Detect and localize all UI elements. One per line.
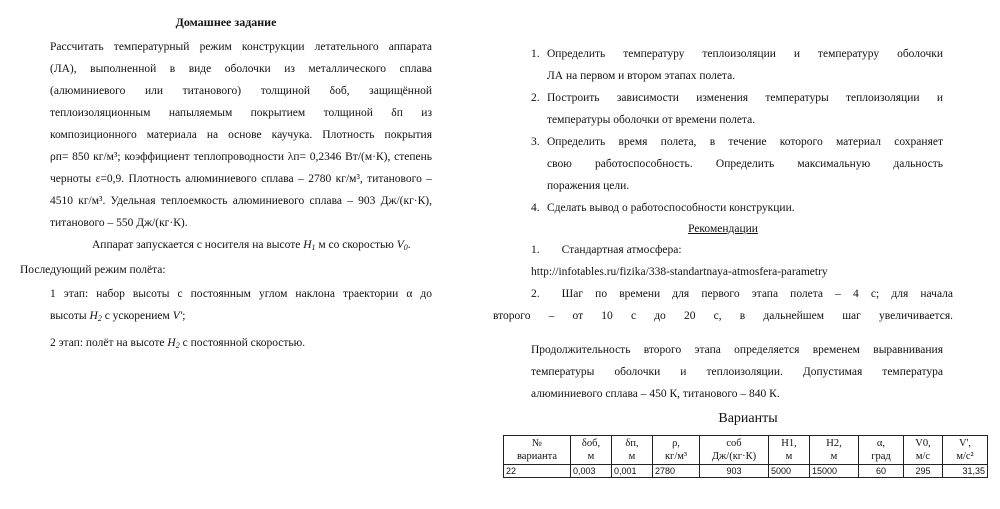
col-acceleration: V', м/с² bbox=[943, 436, 988, 465]
text-fragment: м со скоростью bbox=[318, 239, 394, 251]
recommendations-title: Рекомендации bbox=[688, 223, 758, 235]
table-cell: 295 bbox=[904, 465, 943, 478]
text-line: ρп= 850 кг/м³; коэффициент теплопроводности λп= 0,2346 Вт/(м·К), степень bbox=[50, 151, 432, 163]
task-list bbox=[503, 43, 943, 219]
col-density: ρ, кг/м³ bbox=[653, 436, 700, 465]
atmosphere-link[interactable]: http://infotables.ru/fizika/338-standartnaya-atmosfera-parametry bbox=[531, 266, 828, 278]
flight-mode-label: Последующий режим полёта: bbox=[20, 264, 166, 276]
text-line: 4510 кг/м³. Удельная теплоемкость алюминиевого сплава – 903 Дж/(кг·К), bbox=[50, 195, 432, 207]
list-item: 4. Сделать вывод о работоспособности конструкции. bbox=[531, 202, 795, 214]
recommendation-1: 1. Стандартная атмосфера: bbox=[531, 244, 682, 256]
col-variant: № варианта bbox=[504, 436, 571, 465]
duration-note bbox=[531, 339, 943, 405]
symbol-h1: $H_1$ bbox=[303, 239, 316, 252]
variants-title: Варианты bbox=[718, 411, 778, 426]
symbol-v0: $V_0$ bbox=[396, 239, 408, 252]
col-coating-thickness: δп, м bbox=[612, 436, 653, 465]
list-item: 2. Построить зависимости изменения температуры теплоизоляции и температуры оболочки от времени полета. bbox=[531, 92, 943, 126]
table-cell: 5000 bbox=[769, 465, 810, 478]
table-cell: 60 bbox=[859, 465, 904, 478]
text-line: высоты $H_2$ с ускорением V'; bbox=[50, 310, 186, 323]
stage-1 bbox=[20, 283, 432, 330]
table-header-row bbox=[504, 436, 988, 465]
text-line: Рассчитать температурный режим конструкции летательного аппарата bbox=[50, 41, 432, 53]
text-line: второго – от 10 с до 20 с, в дальнейшем шаг увеличивается. bbox=[493, 310, 953, 322]
table-cell: 15000 bbox=[810, 465, 859, 478]
text-line: температуры оболочки и теплоизоляции. Допустимая температура bbox=[531, 366, 943, 378]
text-line: алюминиевого сплава – 450 К, титанового – 840 К. bbox=[531, 388, 780, 400]
text-fragment: . bbox=[407, 239, 411, 251]
table-cell: 0,001 bbox=[612, 465, 653, 478]
right-column bbox=[493, 43, 953, 405]
text-line: теплоизоляционным напыляемым покрытием толщиной δп из bbox=[50, 107, 432, 119]
col-h1: H1, м bbox=[769, 436, 810, 465]
table-cell: 22 bbox=[504, 465, 571, 478]
page-title: Домашнее задание bbox=[175, 15, 277, 29]
table-cell: 31,35 bbox=[943, 465, 988, 478]
text-line: Продолжительность второго этапа определяется временем выравнивания bbox=[531, 344, 943, 356]
col-alpha: α, град bbox=[859, 436, 904, 465]
stage-2: 2 этап: полёт на высоте $H_2$ с постоянной скоростью. bbox=[50, 337, 306, 350]
text-fragment: Аппарат запускается с носителя на высоте bbox=[92, 239, 301, 251]
table-cell: 2780 bbox=[653, 465, 700, 478]
list-item: 1. Определить температуру теплоизоляции и температуру оболочки ЛА на первом и втором этапах полета. bbox=[531, 48, 943, 82]
col-heat-capacity: cоб Дж/(кг·К) bbox=[700, 436, 769, 465]
recommendation-2 bbox=[493, 283, 953, 327]
text-line: (ЛА), выполненной в виде оболочки из металлического сплава bbox=[50, 63, 432, 75]
variants-table bbox=[503, 435, 988, 478]
col-v0: V0, м/с bbox=[904, 436, 943, 465]
list-item: 3. Определить время полета, в течение которого материал сохраняет свою работоспособность. Определить максимальную дальность поражения цели. bbox=[531, 136, 943, 192]
task-description bbox=[20, 36, 432, 234]
table-row bbox=[504, 465, 988, 478]
text-line: черноты ε=0,9. Плотность алюминиевого сплава – 2780 кг/м³, титанового – bbox=[50, 173, 432, 185]
col-h2: H2, м bbox=[810, 436, 859, 465]
col-shell-thickness: δоб, м bbox=[571, 436, 612, 465]
text-line: 1 этап: набор высоты с постоянным углом наклона траектории α до bbox=[50, 288, 432, 300]
text-line: композиционного материала на основе каучука. Плотность покрытия bbox=[50, 129, 432, 141]
text-line: титанового – 550 Дж/(кг·К). bbox=[50, 217, 188, 229]
text-line: 2. Шаг по времени для первого этапа полета – 4 с; для начала bbox=[531, 288, 953, 300]
table-cell: 0,003 bbox=[571, 465, 612, 478]
launch-description bbox=[20, 234, 432, 259]
table-cell: 903 bbox=[700, 465, 769, 478]
text-line: (алюминиевого или титанового) толщиной δоб, защищённой bbox=[50, 85, 432, 97]
left-column bbox=[20, 12, 432, 357]
